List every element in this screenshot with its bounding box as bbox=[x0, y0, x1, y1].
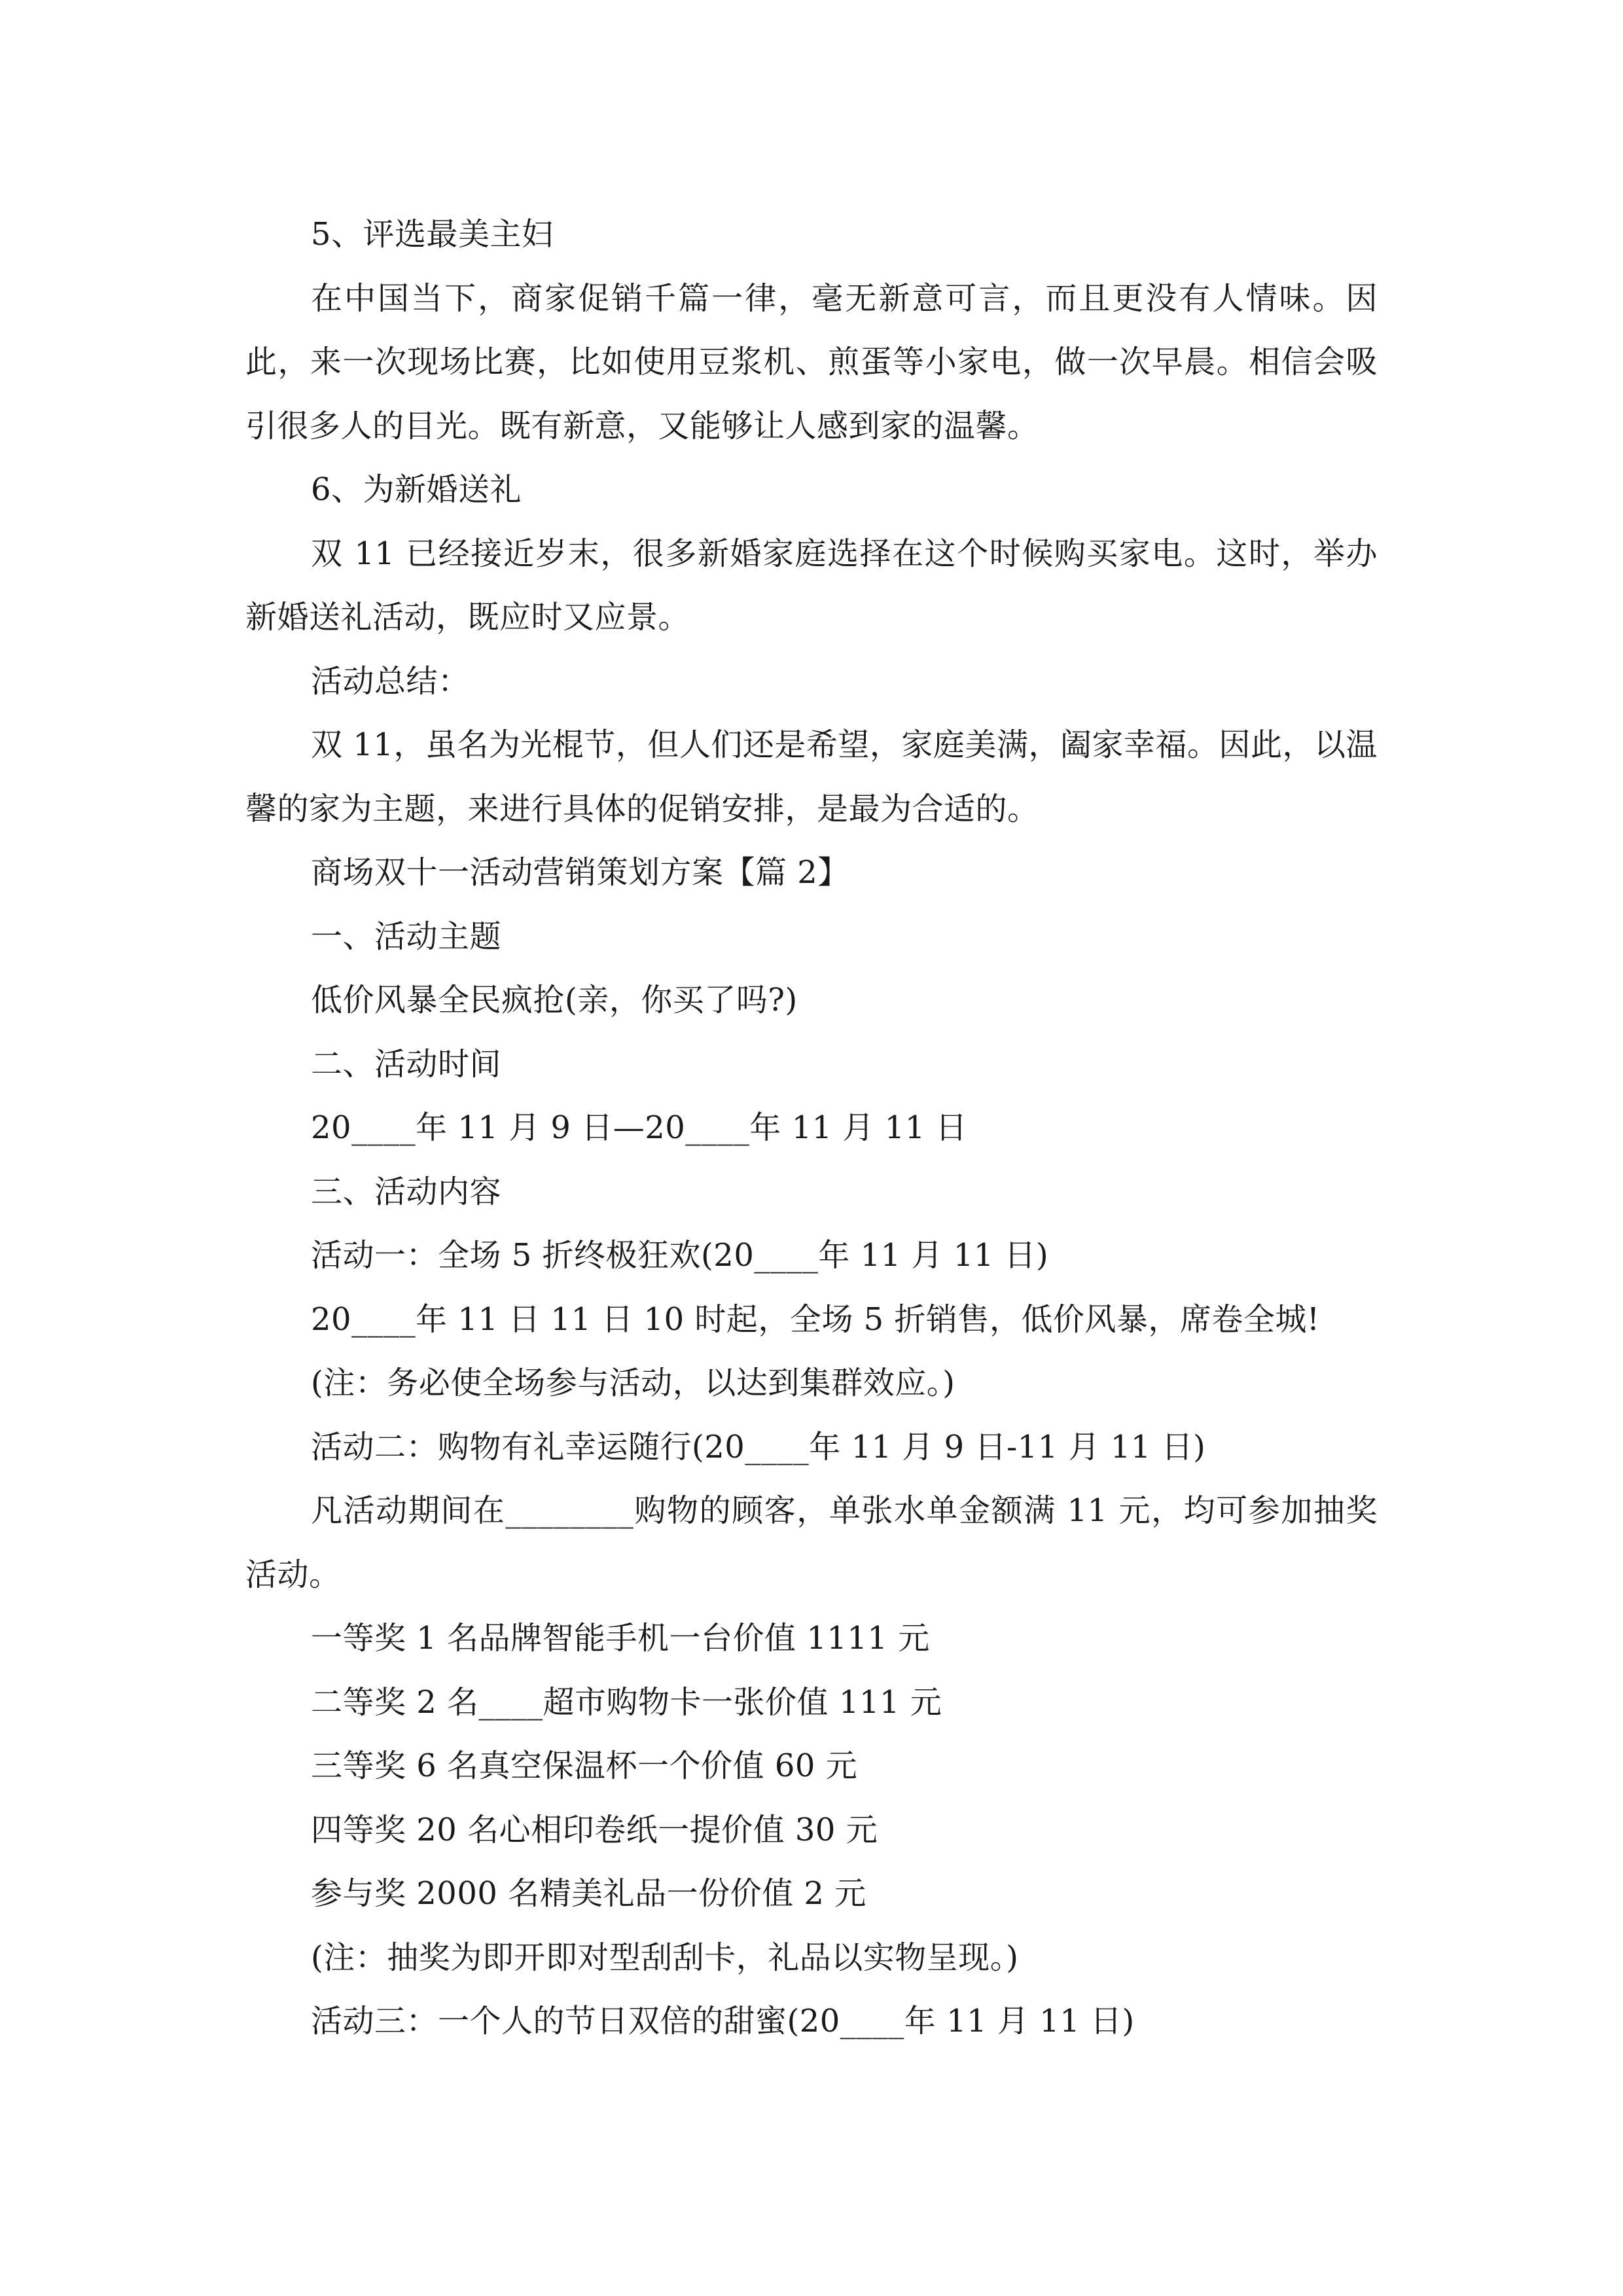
summary-heading: 活动总结： bbox=[311, 662, 470, 700]
section-heading-theme: 一、活动主题 bbox=[311, 918, 502, 955]
prize-line: 三等奖 6 名真空保温杯一个价值 60 元 bbox=[311, 1748, 858, 1784]
activity-three-heading: 活动三：一个人的节日双倍的甜蜜(20____年 11 月 11 日) bbox=[311, 2003, 1135, 2039]
document-page bbox=[245, 203, 1378, 2054]
activity-two-note: (注：抽奖为即开即对型刮刮卡，礼品以实物呈现。) bbox=[311, 1939, 1019, 1976]
section-heading-content: 三、活动内容 bbox=[311, 1173, 502, 1210]
plan-title: 商场双十一活动营销策划方案【篇 2】 bbox=[311, 854, 849, 891]
paragraph: 双 11 已经接近岁末，很多新婚家庭选择在这个时候购买家电。这时，举办新婚送礼活动，既应时又应景。 bbox=[245, 535, 1378, 636]
prize-line: 参与奖 2000 名精美礼品一份价值 2 元 bbox=[311, 1875, 866, 1912]
theme-text: 低价风暴全民疯抢(亲，你买了吗?) bbox=[311, 982, 798, 1018]
section-heading-6: 6、为新婚送礼 bbox=[311, 471, 522, 508]
section-heading-5: 5、评选最美主妇 bbox=[311, 216, 554, 253]
paragraph: 在中国当下，商家促销千篇一律，毫无新意可言，而且更没有人情味。因此，来一次现场比赛，比如使用豆浆机、煎蛋等小家电，做一次早晨。相信会吸引很多人的目光。既有新意，又能够让人感到家的温馨。 bbox=[245, 279, 1378, 444]
activity-one-heading: 活动一：全场 5 折终极狂欢(20____年 11 月 11 日) bbox=[311, 1237, 1049, 1274]
prize-line: 二等奖 2 名____超市购物卡一张价值 111 元 bbox=[311, 1683, 942, 1721]
prize-line: 四等奖 20 名心相印卷纸一提价值 30 元 bbox=[311, 1811, 878, 1848]
activity-two-text: 凡活动期间在________购物的顾客，单张水单金额满 11 元，均可参加抽奖活动。 bbox=[245, 1492, 1378, 1593]
paragraph: 双 11，虽名为光棍节，但人们还是希望，家庭美满，阖家幸福。因此，以温馨的家为主题，来进行具体的促销安排，是最为合适的。 bbox=[245, 726, 1378, 827]
time-text: 20____年 11 月 9 日—20____年 11 月 11 日 bbox=[311, 1109, 967, 1146]
section-heading-time: 二、活动时间 bbox=[311, 1045, 502, 1083]
prize-line: 一等奖 1 名品牌智能手机一台价值 1111 元 bbox=[311, 1620, 930, 1657]
activity-one-note: (注：务必使全场参与活动，以达到集群效应。) bbox=[311, 1365, 955, 1401]
activity-one-text: 20____年 11 日 11 日 10 时起，全场 5 折销售，低价风暴，席卷全城! bbox=[311, 1300, 1320, 1338]
activity-two-heading: 活动二：购物有礼幸运随行(20____年 11 月 9 日-11 月 11 日) bbox=[311, 1428, 1206, 1465]
